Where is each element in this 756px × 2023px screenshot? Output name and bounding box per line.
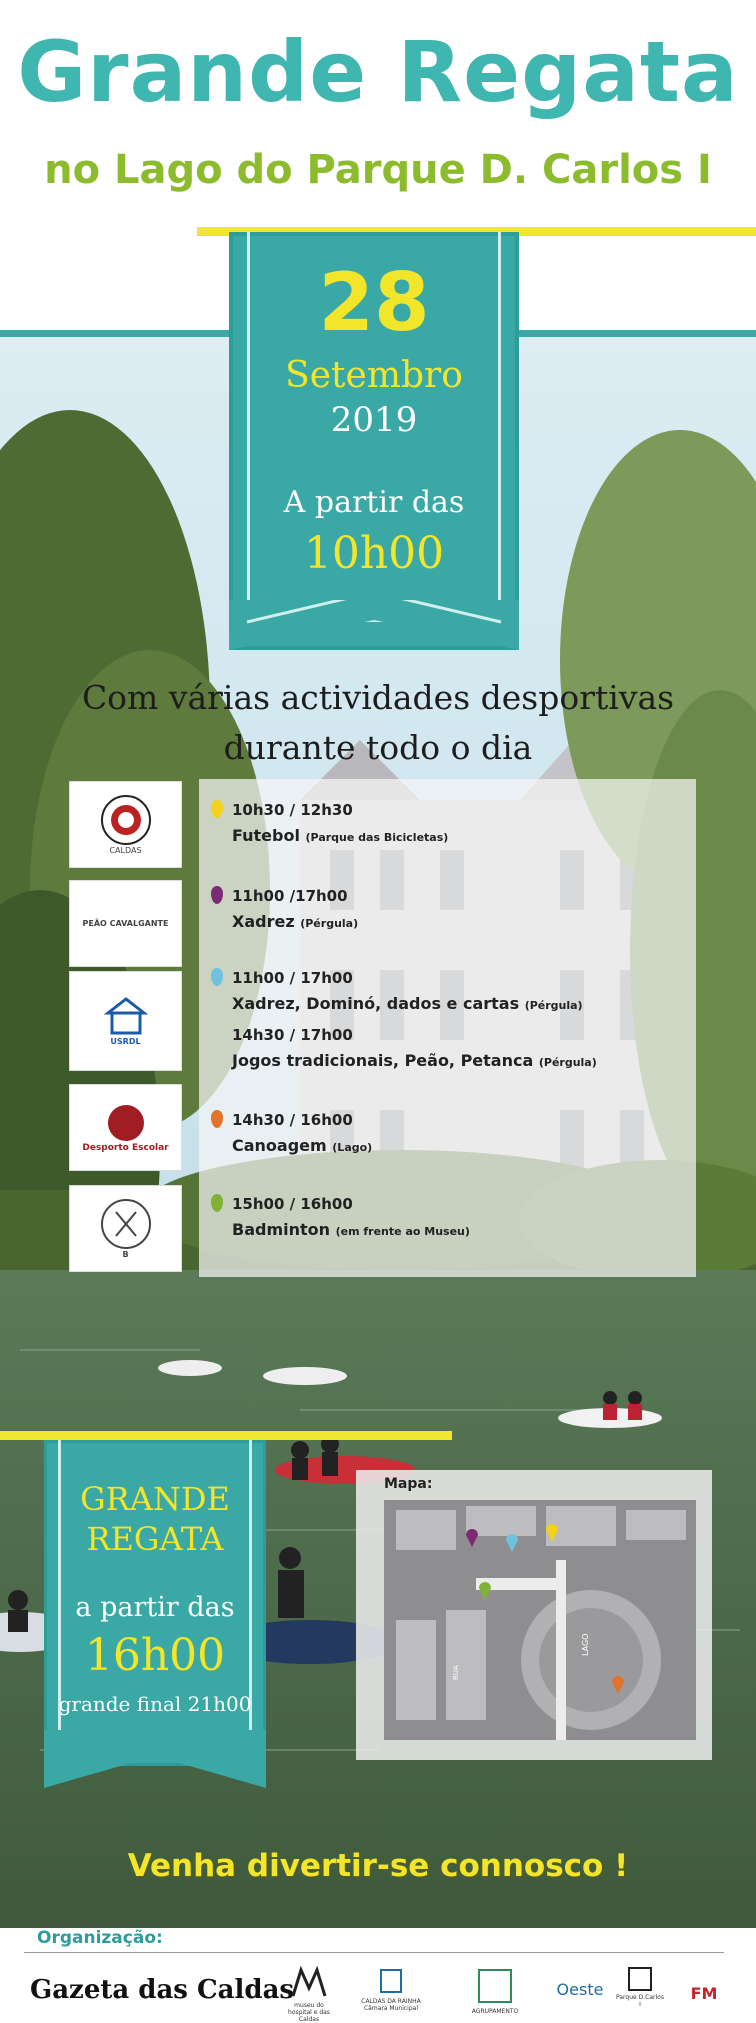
map-label: Mapa: (384, 1476, 433, 1492)
footer-divider (24, 1952, 724, 1953)
event-map (356, 1470, 712, 1760)
tagline-line-1: Com várias actividades desportivas (81, 678, 675, 717)
sponsor-radio-text: FM (690, 1984, 718, 2003)
logo-caldas (69, 781, 182, 868)
map-street-label: RUA (452, 1665, 460, 1680)
map-lake-label: LAGO (581, 1633, 590, 1656)
schedule-item-xadrez-domino (232, 968, 583, 1016)
tagline (0, 673, 756, 773)
regata-banner-notch (44, 1730, 266, 1800)
sponsor-radio-logo (676, 1984, 732, 2003)
regata-final-time: grande final 21h00 (58, 1692, 252, 1716)
regata-start-label: a partir das (75, 1592, 235, 1623)
schedule-time: 10h30 / 12h30 (232, 801, 353, 819)
yellow-accent-line-bottom (0, 1431, 452, 1440)
event-year: 2019 (330, 400, 418, 440)
schedule-time: 11h00 / 17h00 (232, 969, 353, 987)
schedule-activity: Futebol (232, 826, 300, 845)
regata-title-line-2: REGATA (86, 1520, 224, 1558)
logo-usrdl (69, 971, 182, 1071)
sponsor-caldas-text: CALDAS DA RAINHA Câmara Municipal (361, 1998, 421, 2012)
sponsor-museu-text: museu do hospital e das Caldas (288, 2002, 330, 2023)
schedule-time: 14h30 / 17h00 (232, 1026, 353, 1044)
event-month: Setembro (285, 355, 463, 396)
schedule-place: (Parque das Bicicletas) (305, 831, 449, 844)
schedule-activity: Xadrez, Dominó, dados e cartas (232, 994, 520, 1013)
poster-title: Grande Regata (17, 23, 739, 121)
start-time: 10h00 (303, 528, 445, 579)
sponsor-parque-text: Parque D.Carlos I (616, 1994, 664, 2008)
sponsor-agrupamento-logo (455, 1966, 535, 2015)
schedule-activity: Jogos tradicionais, Peão, Petanca (232, 1051, 534, 1070)
logo-peao-text: PEÃO CAVALGANTE (82, 919, 169, 928)
logo-caldas-text: CALDAS (109, 846, 142, 855)
schedule-item-jogos-tradicionais (232, 1025, 597, 1073)
schedule-place: (Pérgula) (538, 1056, 597, 1069)
schedule-place: (Pérgula) (300, 917, 359, 930)
schedule-item-canoagem (232, 1110, 372, 1158)
schedule-time: 15h00 / 16h00 (232, 1195, 353, 1213)
sponsor-oeste-logo (545, 1980, 615, 1999)
regata-title-line-1: GRANDE (80, 1480, 230, 1518)
organization-label: Organização: (37, 1928, 163, 1948)
schedule-activity: Xadrez (232, 912, 295, 931)
schedule-activity: Badminton (232, 1220, 331, 1239)
sponsor-parque-logo (615, 1966, 665, 2008)
sponsor-oeste-text: Oeste (556, 1980, 604, 1999)
sponsor-caldas-logo (356, 1966, 426, 2012)
sponsor-museu-logo (283, 1966, 335, 2023)
event-day: 28 (318, 256, 430, 349)
sponsor-gazeta: Gazeta das Caldas (30, 1975, 295, 2005)
sponsor-agrupamento-text: AGRUPAMENTO (471, 2008, 519, 2015)
regata-start-time: 16h00 (84, 1630, 226, 1681)
logo-usrdl-text: USRDL (110, 1036, 141, 1046)
logo-desporto-text: Desporto Escolar (82, 1142, 169, 1153)
schedule-time: 11h00 /17h00 (232, 887, 348, 905)
tagline-line-2: durante todo o dia (223, 728, 533, 767)
banner-notch (229, 600, 519, 670)
start-label: A partir das (283, 485, 465, 520)
schedule-item-badminton (232, 1194, 470, 1242)
logo-desporto-escolar (69, 1084, 182, 1171)
schedule-activity: Canoagem (232, 1136, 327, 1155)
logo-badminton-federation (69, 1185, 182, 1272)
schedule-place: (Lago) (332, 1141, 373, 1154)
logo-badminton-text: B (122, 1250, 129, 1259)
schedule-time: 14h30 / 16h00 (232, 1111, 353, 1129)
schedule-item-xadrez (232, 886, 358, 934)
logo-peao-cavalgante (69, 880, 182, 967)
poster-subtitle: no Lago do Parque D. Carlos I (44, 147, 712, 193)
schedule-place: (em frente ao Museu) (335, 1225, 470, 1238)
schedule-place: (Pérgula) (524, 999, 583, 1012)
schedule-item-futebol (232, 800, 448, 848)
call-to-action: Venha divertir-se connosco ! (127, 1848, 629, 1884)
